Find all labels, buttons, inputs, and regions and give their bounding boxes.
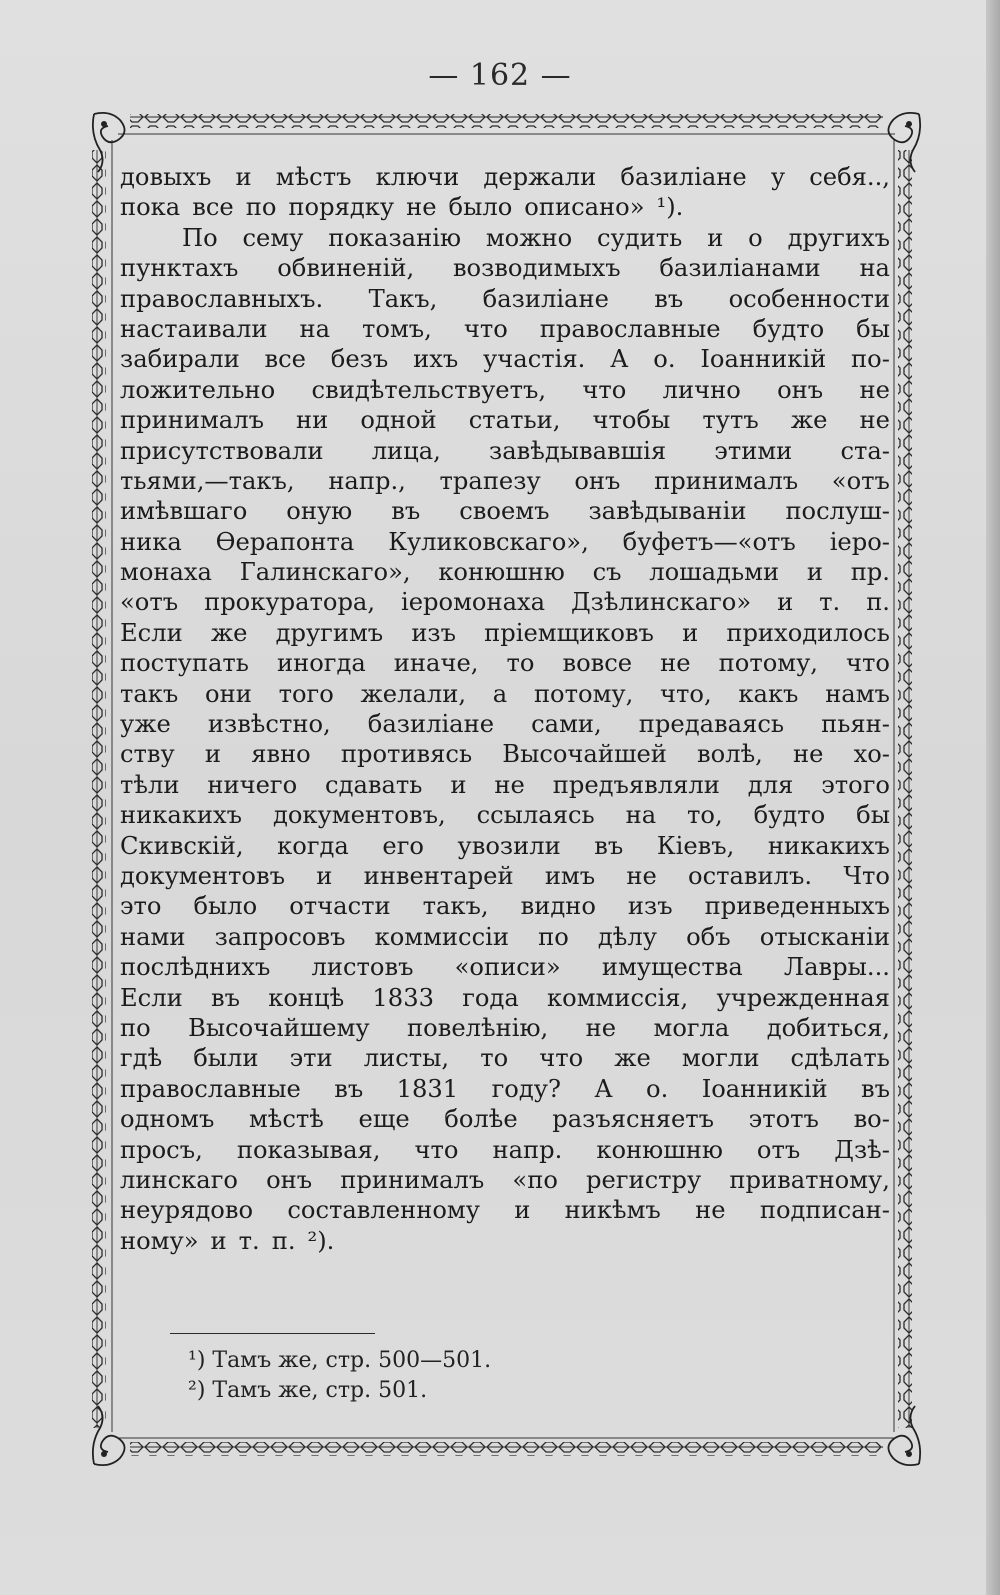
body-text: [120, 162, 890, 1256]
text-line: послѣднихъ листовъ «описи» имущества Лавры...: [120, 953, 890, 982]
text-line: пока все по порядку не было описано» ¹).: [120, 193, 684, 222]
page-number: — 162 —: [428, 58, 572, 93]
text-line: пунктахъ обвиненій, возводимыхъ базиліанами на: [120, 254, 890, 283]
text-line: По сему показанію можно судить и о другихъ: [182, 223, 890, 252]
footnote-separator: [170, 1333, 375, 1334]
text-line: Скивскій, когда его увозили въ Кіевъ, никакихъ: [120, 831, 890, 860]
text-line: такъ они того желали, а потому, что, какъ намъ: [120, 679, 890, 708]
text-line: уже извѣстно, базиліане сами, предаваясь пьян-: [120, 710, 890, 739]
text-line: забирали все безъ ихъ участія. А о. Іоанникій по-: [120, 345, 890, 374]
text-line: православныхъ. Такъ, базиліане въ особенности: [120, 284, 890, 313]
text-line: тьями,—такъ, напр., трапезу онъ принималъ «отъ: [120, 466, 890, 495]
text-line: никакихъ документовъ, ссылаясь на то, будто бы: [120, 801, 890, 830]
text-line: нами запросовъ коммиссіи по дѣлу объ отысканіи: [120, 922, 890, 951]
text-line: это было отчасти такъ, видно изъ приведенныхъ: [120, 892, 890, 921]
text-line: монаха Галинскаго», конюшню съ лошадьми и пр.: [120, 558, 890, 587]
text-line: по Высочайшему повелѣнію, не могла добиться,: [120, 1013, 890, 1042]
text-line: Если же другимъ изъ пріемщиковъ и приходилось: [120, 618, 890, 647]
page-edge-shadow: [986, 0, 1000, 1595]
text-line: одномъ мѣстѣ еще болѣе разъясняетъ этотъ во-: [120, 1105, 890, 1134]
footnote-2: ²) Тамъ же, стр. 501.: [188, 1378, 428, 1403]
text-line: гдѣ были эти листы, то что же могли сдѣлать: [120, 1044, 890, 1073]
text-line: просъ, показывая, что напр. конюшню отъ Дзѣ-: [120, 1135, 890, 1164]
text-line: православные въ 1831 году? А о. Іоанникій въ: [120, 1074, 890, 1103]
text-line: «отъ прокуратора, іеромонаха Дзѣлинскаго» и т. п.: [120, 588, 890, 617]
text-line: Если въ концѣ 1833 года коммиссія, учрежденная: [120, 983, 890, 1012]
text-line: довыхъ и мѣстъ ключи держали базиліане у себя..,: [120, 163, 890, 191]
text-line: имѣвшаго оную въ своемъ завѣдываніи послуш-: [120, 497, 890, 526]
text-line: ника Ѳерапонта Куликовскаго», буфетъ—«отъ іеро-: [120, 527, 890, 556]
text-line: документовъ и инвентарей имъ не оставилъ. Что: [120, 861, 890, 890]
text-line: тѣли ничего сдавать и не предъявляли для этого: [120, 770, 890, 799]
text-line: ству и явно противясь Высочайшей волѣ, не хо-: [120, 740, 890, 769]
footnotes: [188, 1346, 491, 1406]
text-line: линскаго онъ принималъ «по регистру приватному,: [120, 1165, 890, 1194]
text-line: поступать иногда иначе, то вовсе не потому, что: [120, 649, 890, 678]
text-line: неурядово составленному и никѣмъ не подписан-: [120, 1196, 890, 1225]
text-line: ному» и т. п. ²).: [120, 1226, 335, 1255]
text-line: принималъ ни одной статьи, чтобы тутъ же не: [120, 406, 890, 435]
text-line: настаивали на томъ, что православные будто бы: [120, 314, 890, 343]
text-line: присутствовали лица, завѣдывавшія этими ста-: [120, 436, 890, 465]
text-line: ложительно свидѣтельствуетъ, что лично онъ не: [120, 375, 890, 404]
footnote-1: ¹) Тамъ же, стр. 500—501.: [188, 1348, 492, 1373]
